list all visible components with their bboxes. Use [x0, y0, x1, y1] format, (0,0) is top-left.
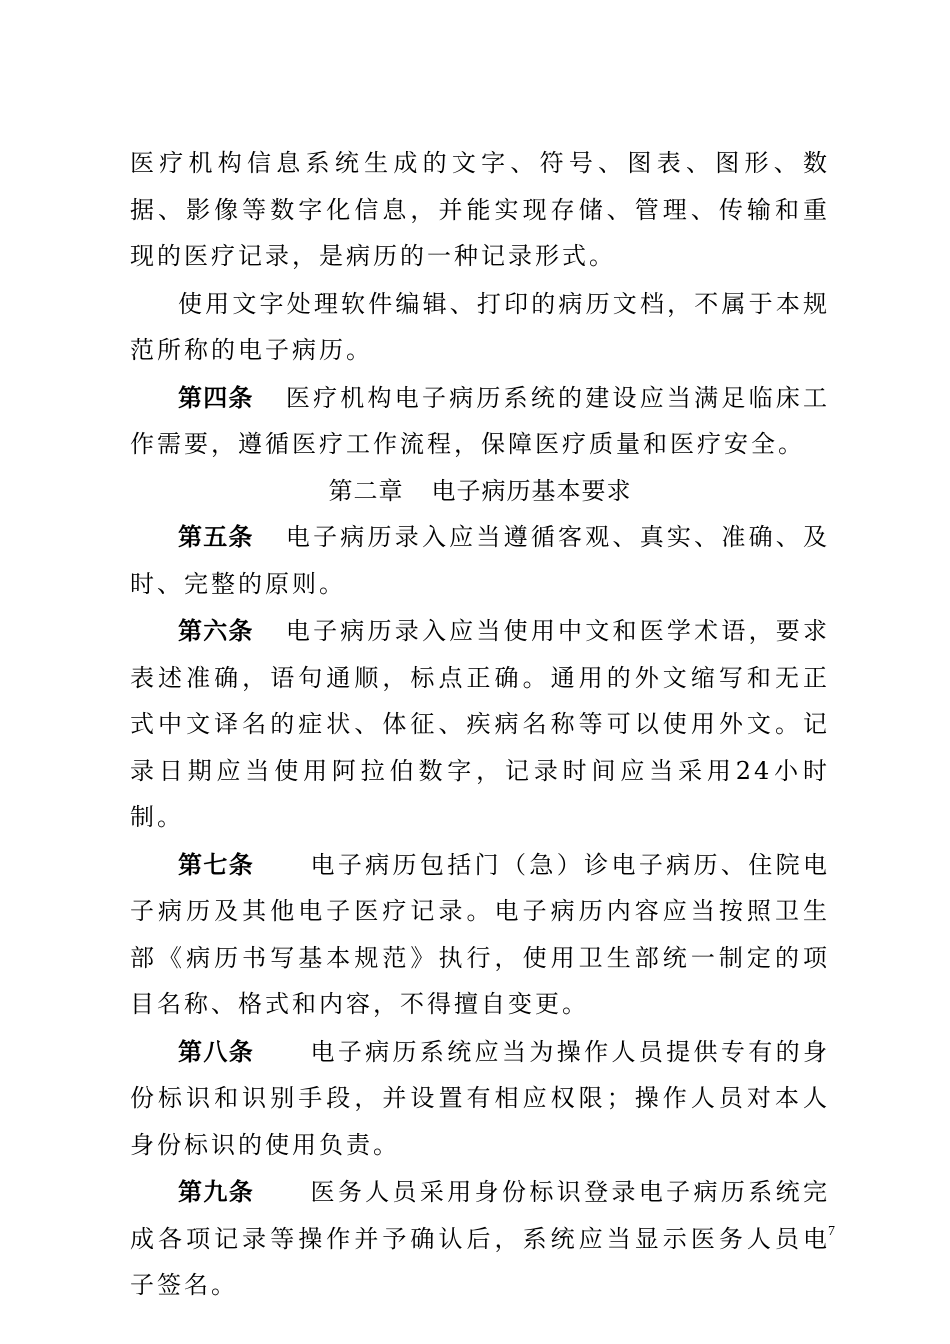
article-5-label: 第五条 — [178, 523, 254, 551]
article-8 — [130, 1029, 830, 1169]
article-6-text: 电子病历录入应当使用中文和医学术语，要求表述准确，语句通顺，标点正确。通用的外文缩写和无正式中文译名的症状、体征、疾病名称等可以使用外文。记录日期应当使用阿拉伯数字，记录时间应当采用24小时制。 — [130, 617, 831, 831]
article-6 — [130, 608, 830, 841]
article-4 — [130, 375, 830, 468]
chapter-heading — [130, 468, 830, 515]
article-8-text: 电子病历系统应当为操作人员提供专有的身份标识和识别手段，并设置有相应权限；操作人员对本人身份标识的使用负责。 — [130, 1037, 831, 1159]
chapter-number: 第二章 — [328, 476, 404, 505]
article-6-label: 第六条 — [178, 617, 254, 645]
article-9-text: 医务人员采用身份标识登录电子病历系统完成各项记录等操作并予确认后，系统应当显示医务人员电子签名。 — [130, 1178, 831, 1299]
article-7-text: 电子病历包括门（急）诊电子病历、住院电子病历及其他电子医疗记录。电子病历内容应当按照卫生部《病历书写基本规范》执行，使用卫生部统一制定的项目名称、格式和内容，不得擅自变更。 — [130, 850, 831, 1018]
body-text — [130, 140, 830, 1309]
article-9 — [130, 1169, 830, 1309]
article-7-label: 第七条 — [178, 850, 255, 879]
article-4-label: 第四条 — [178, 383, 254, 412]
page-number: 7 — [828, 1224, 835, 1239]
article-7 — [130, 842, 830, 1028]
article-5 — [130, 514, 830, 607]
article-5-text: 电子病历录入应当遵循客观、真实、准确、及时、完整的原则。 — [130, 523, 831, 598]
article-9-label: 第九条 — [178, 1178, 255, 1206]
article-8-label: 第八条 — [178, 1037, 255, 1066]
chapter-title: 电子病历基本要求 — [431, 476, 632, 505]
article-4-text: 医疗机构电子病历系统的建设应当满足临床工作需要，遵循医疗工作流程，保障医疗质量和医疗安全。 — [130, 383, 831, 458]
paragraph-exclusion: 使用文字处理软件编辑、打印的病历文档，不属于本规范所称的电子病历。 — [130, 289, 830, 364]
paragraph-electronic-record-definition: 医疗机构信息系统生成的文字、符号、图表、图形、数据、影像等数字化信息，并能实现存储、管理、传输和重现的医疗记录，是病历的一种记录形式。 — [130, 149, 830, 270]
